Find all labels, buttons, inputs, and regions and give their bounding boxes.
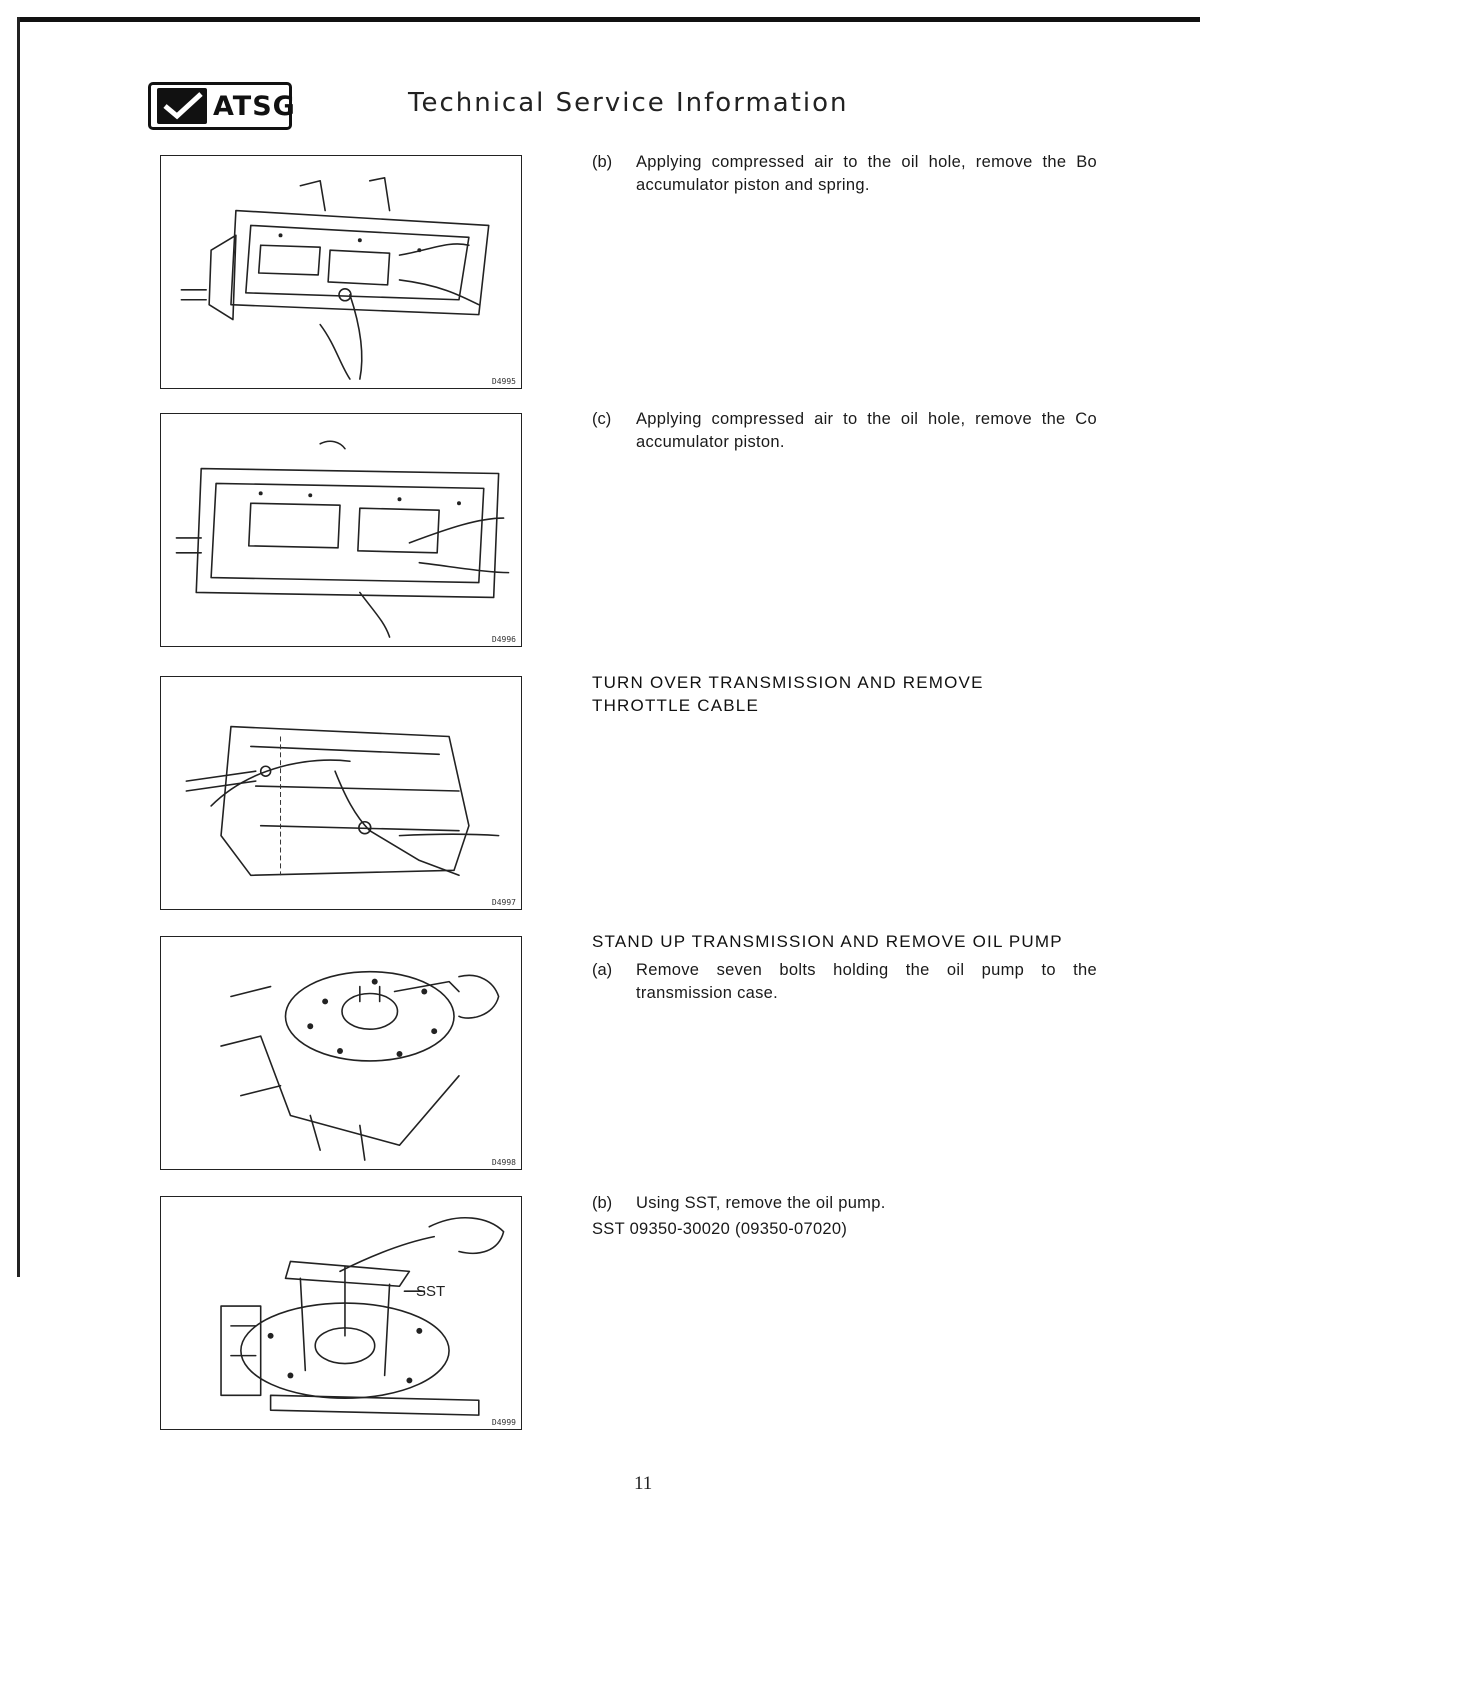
step-b-bo-accumulator — [592, 151, 1097, 197]
figure-bo-accumulator — [160, 155, 522, 389]
section-heading-throttle-cable — [592, 671, 1112, 717]
step-text: Remove seven bolts holding the oil pump to the transmission case. — [636, 961, 1097, 1002]
figure-code: D4998 — [491, 1158, 516, 1167]
figure-code: D4999 — [491, 1418, 516, 1427]
step-text: Applying compressed air to the oil hole, remove the Co accumulator piston. — [636, 410, 1097, 451]
step-marker: (b) — [592, 153, 613, 171]
page-title: Technical Service Information — [408, 88, 849, 118]
illustration-transmission-throttle-cable — [161, 677, 521, 909]
step-text: Applying compressed air to the oil hole, remove the Bo accumulator piston and spring. — [636, 153, 1097, 194]
figure-code: D4995 — [491, 377, 516, 386]
heading-line: THROTTLE CABLE — [592, 696, 759, 715]
figure-code: D4997 — [491, 898, 516, 907]
figure-co-accumulator — [160, 413, 522, 647]
top-border-rule — [18, 17, 1200, 22]
illustration-oil-pump-puller — [161, 1197, 521, 1429]
step-text: Using SST, remove the oil pump. — [636, 1194, 886, 1212]
illustration-valve-body-air-gun — [161, 156, 521, 388]
section-heading-oil-pump: STAND UP TRANSMISSION AND REMOVE OIL PUMP — [592, 932, 1063, 951]
atsg-logo — [148, 82, 296, 130]
step-b-remove-oil-pump — [592, 1192, 1097, 1215]
sst-part-number: SST 09350-30020 (09350-07020) — [592, 1220, 848, 1238]
step-marker: (b) — [592, 1194, 613, 1212]
figure-oil-pump-sst — [160, 1196, 522, 1430]
step-a-remove-bolts — [592, 959, 1097, 1005]
step-marker: (a) — [592, 961, 613, 979]
logo-text: ATSG — [213, 90, 296, 122]
step-marker: (c) — [592, 410, 612, 428]
sst-callout-label: SST — [416, 1283, 446, 1300]
figure-oil-pump-bolts — [160, 936, 522, 1170]
figure-code: D4996 — [491, 635, 516, 644]
illustration-oil-pump-bolts — [161, 937, 521, 1169]
figure-throttle-cable — [160, 676, 522, 910]
checkmark-icon — [157, 88, 207, 124]
illustration-valve-body-air-gun-2 — [161, 414, 521, 646]
page-number: 11 — [634, 1473, 653, 1494]
heading-line: TURN OVER TRANSMISSION AND REMOVE — [592, 673, 984, 692]
left-border-rule — [17, 17, 20, 1277]
step-c-co-accumulator — [592, 408, 1097, 454]
